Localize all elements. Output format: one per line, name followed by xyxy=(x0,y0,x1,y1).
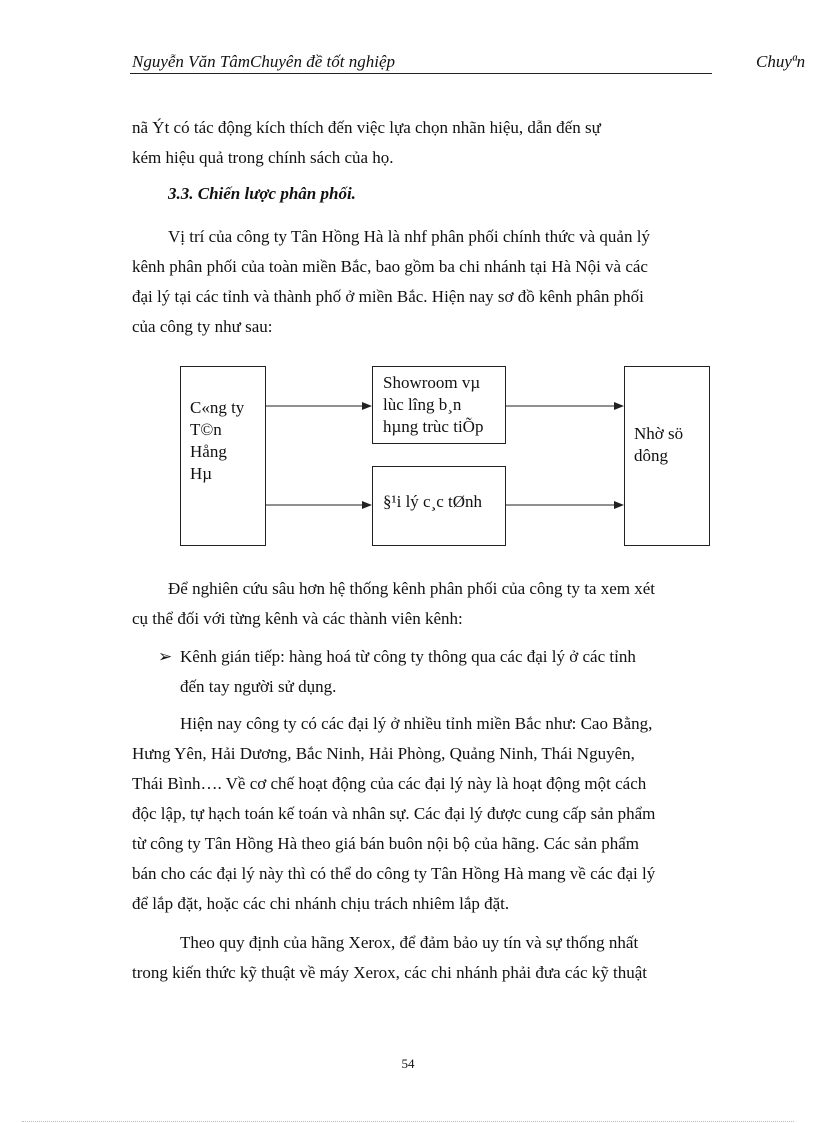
arrowhead-consumers-top xyxy=(614,402,624,410)
section-heading: 3.3. Chiến lược phân phối. xyxy=(168,184,356,203)
footer-rule xyxy=(22,1121,794,1122)
consumers-label-line: Nhờ sö xyxy=(634,424,684,443)
arrowhead-agents xyxy=(362,501,372,509)
paragraph-line: trong kiến thức kỹ thuật về máy Xerox, các chi nhánh phải đưa các kỹ thuật xyxy=(132,963,648,982)
paragraph-line: bán cho các đại lý này thì có thể do công ty Tân Hồng Hà mang về các đại lý xyxy=(132,864,656,883)
showroom-label-line: lùc lîng b¸n xyxy=(383,395,462,414)
paragraph-line: Thái Bình…. Về cơ chế hoạt động của các đại lý này là hoạt động một cách xyxy=(132,774,647,793)
bullet-arrow-icon: ➢ xyxy=(158,647,173,666)
company-label-line: C«ng ty xyxy=(190,398,245,417)
paragraph-line: cụ thể đối với từng kênh và các thành viên kênh: xyxy=(132,609,463,628)
showroom-box xyxy=(372,366,506,444)
agents-label: §¹i lý c¸c tØnh xyxy=(383,492,483,511)
paragraph-line: đại lý tại các tỉnh và thành phố ở miền Bắc. Hiện nay sơ đồ kênh phân phối xyxy=(132,287,644,306)
paragraph-line: Hưng Yên, Hải Dương, Bắc Ninh, Hải Phòng, Quảng Ninh, Thái Nguyên, xyxy=(132,744,635,763)
paragraph-line: Theo quy định của hãng Xerox, để đảm bảo uy tín và sự thống nhất xyxy=(180,933,639,952)
consumers-box xyxy=(624,366,710,546)
arrowhead-showroom xyxy=(362,402,372,410)
company-box xyxy=(180,366,266,546)
consumers-label-line: dông xyxy=(634,446,668,465)
paragraph-line: của công ty như sau: xyxy=(132,317,273,336)
paragraph-line: Vị trí của công ty Tân Hồng Hà là nhf phân phối chính thức và quản lý xyxy=(168,227,650,246)
paragraph-line: độc lập, tự hạch toán kế toán và nhân sự. Các đại lý được cung cấp sản phẩm xyxy=(132,804,656,823)
agents-box xyxy=(372,466,506,546)
header-title: Nguyễn Văn TâmChuyên đề tốt nghiệp xyxy=(132,52,395,71)
company-label-line: T©n xyxy=(190,420,222,439)
bullet-line: Kênh gián tiếp: hàng hoá từ công ty thông qua các đại lý ở các tỉnh xyxy=(180,647,636,666)
company-label-line: Hång xyxy=(190,442,227,461)
showroom-label-line: Showroom vµ xyxy=(383,373,481,392)
paragraph-line: từ công ty Tân Hồng Hà theo giá bán buôn nội bộ của hãng. Các sản phẩm xyxy=(132,834,639,853)
paragraph-line: Để nghiên cứu sâu hơn hệ thống kênh phân phối của công ty ta xem xét xyxy=(168,579,655,598)
paragraph-line: Hiện nay công ty có các đại lý ở nhiều tỉnh miền Bắc như: Cao Bằng, xyxy=(180,714,653,733)
paragraph-line: kênh phân phối của toàn miền Bắc, bao gồm ba chi nhánh tại Hà Nội và các xyxy=(132,257,648,276)
page-number: 54 xyxy=(401,1056,415,1071)
header-title-overflow: Chuyªn xyxy=(756,52,806,71)
arrowhead-consumers-bottom xyxy=(614,501,624,509)
bullet-line: đến tay người sử dụng. xyxy=(180,677,337,696)
paragraph-line: để lắp đặt, hoặc các chi nhánh chịu trách nhiêm lắp đặt. xyxy=(132,894,510,913)
showroom-label-line: hµng trùc tiÕp xyxy=(383,417,484,436)
paragraph-line: nã Ýt có tác động kích thích đến việc lựa chọn nhãn hiệu, dẫn đến sự xyxy=(132,118,601,137)
paragraph-line: kém hiệu quả trong chính sách của họ. xyxy=(132,148,394,167)
company-label-line: Hµ xyxy=(190,464,213,483)
